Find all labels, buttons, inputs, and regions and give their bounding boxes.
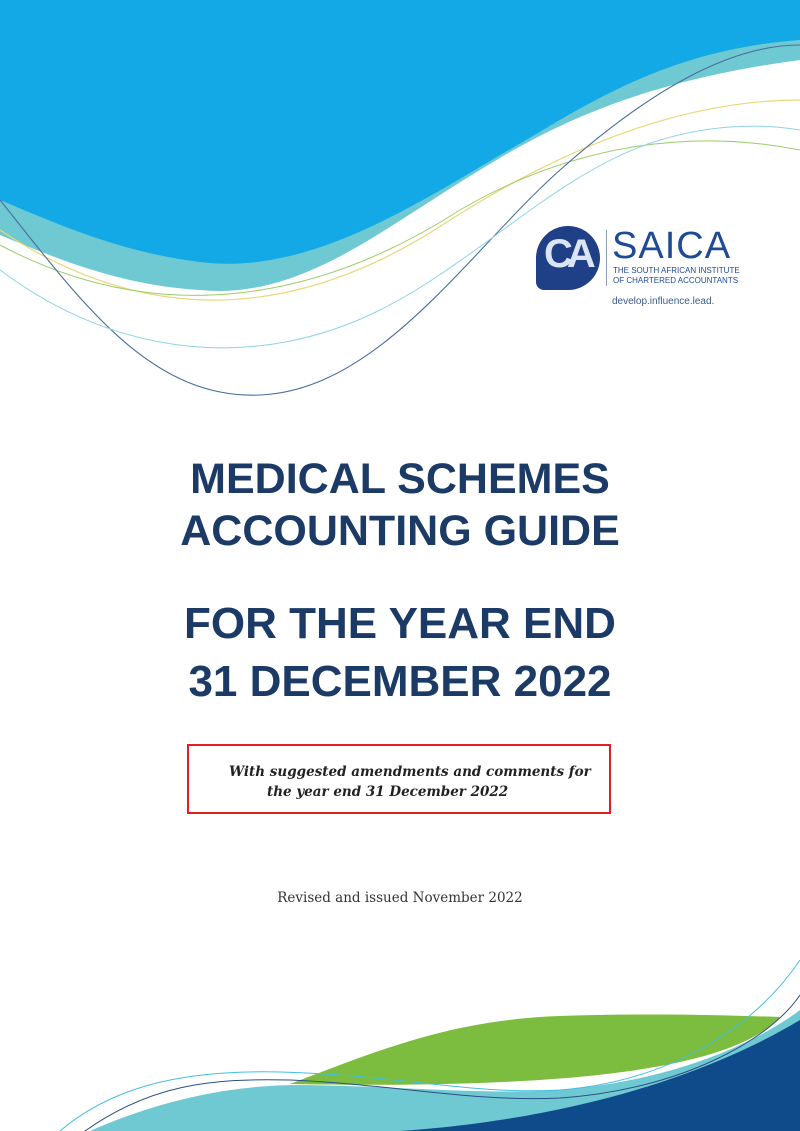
title-line-1: MEDICAL SCHEMES [190,455,610,503]
logo-name: SAICA [612,225,732,267]
note-line-2: the year end 31 December 2022 [267,784,509,800]
document-subtitle [0,595,800,711]
revision-note: Revised and issued November 2022 [277,890,523,906]
document-title [0,453,800,557]
logo-divider [606,230,607,286]
title-line-4: 31 DECEMBER 2022 [188,657,612,706]
ca-logo-mark: CA [536,226,600,290]
amendments-note-box [187,744,611,814]
logo-tagline: develop.influence.lead. [612,296,715,307]
title-line-3: FOR THE YEAR END [184,599,616,648]
logo-subtitle: THE SOUTH AFRICAN INSTITUTE OF CHARTERED ACCOUNTANTS [613,266,740,285]
title-line-2: ACCOUNTING GUIDE [180,507,620,555]
note-line-1: With suggested amendments and comments for [229,764,591,780]
saica-logo [536,226,766,316]
